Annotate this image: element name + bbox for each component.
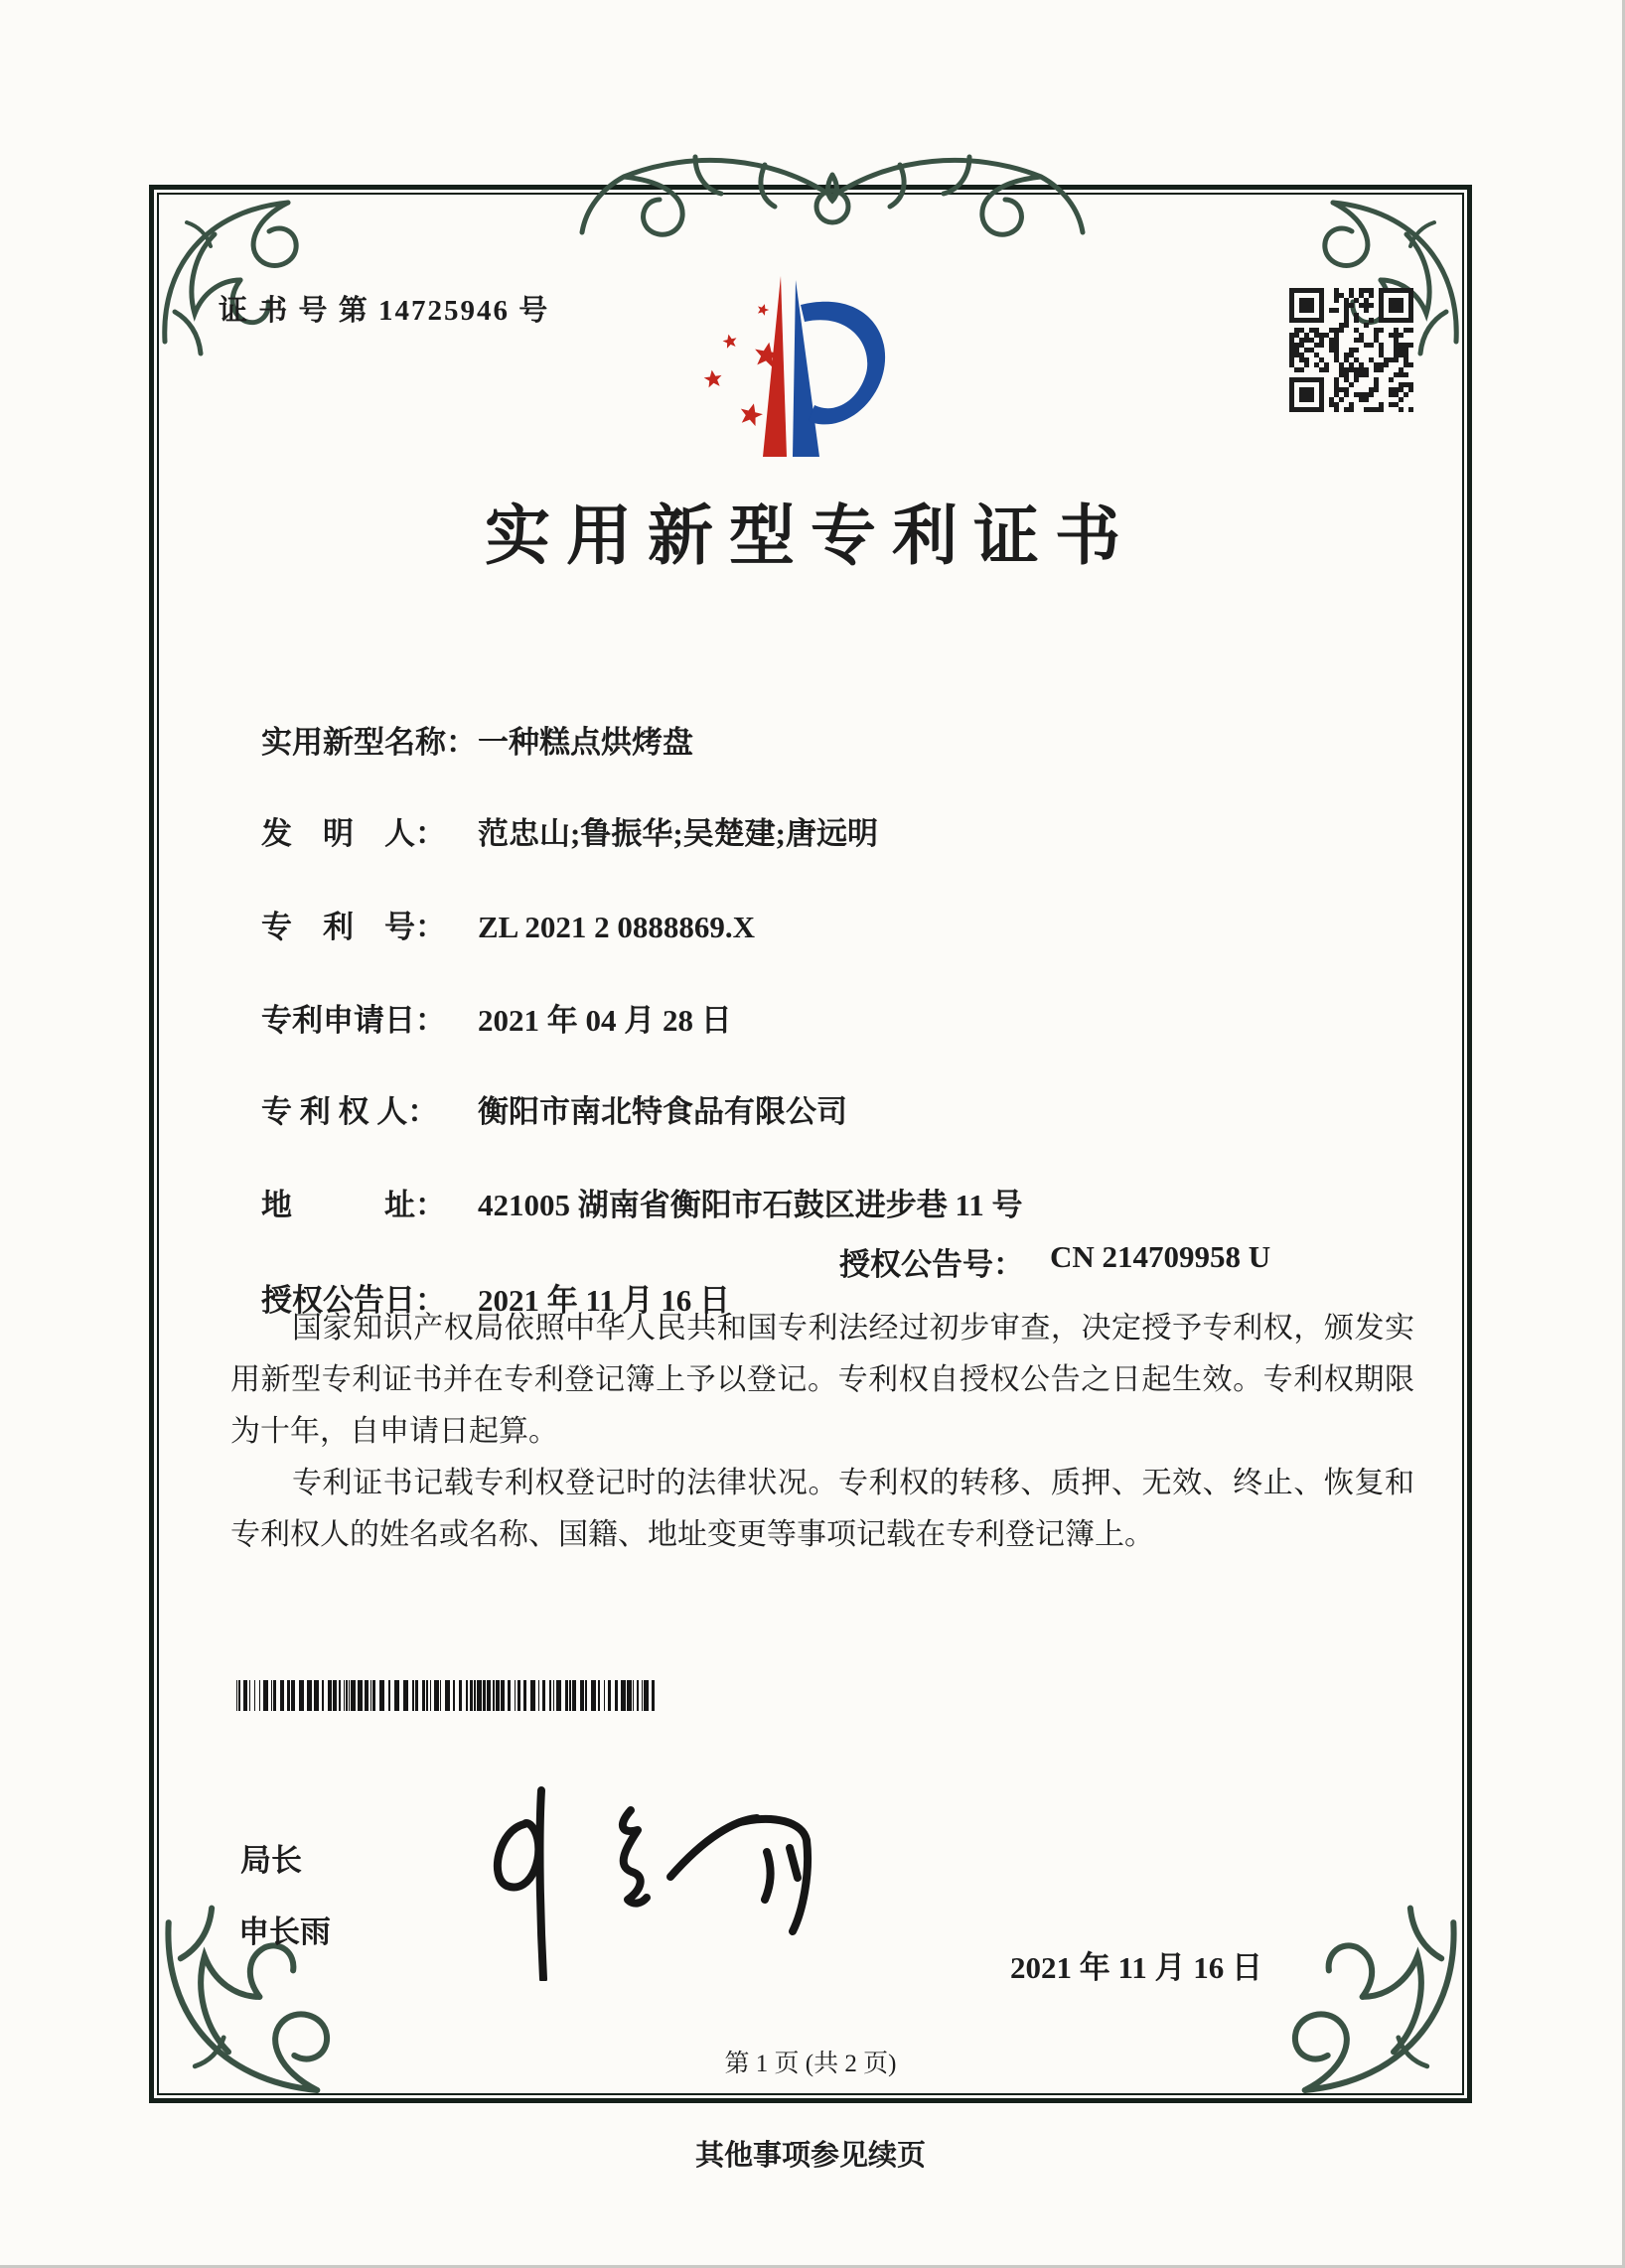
corner-ornament-top-left bbox=[157, 193, 306, 361]
field-value: 衡阳市南北特食品有限公司 bbox=[478, 1094, 847, 1129]
continuation-note: 其他事项参见续页 bbox=[694, 2140, 926, 2172]
grant-number-label: 授权公告号： bbox=[839, 1247, 1024, 1282]
field-value: 2021 年 04 月 28 日 bbox=[478, 1003, 732, 1038]
field-label: 专利申请日： bbox=[261, 1003, 446, 1038]
certificate-number: 证 书 号 第 14725946 号 bbox=[219, 295, 550, 327]
grant-date-label: 授权公告日： bbox=[261, 1283, 446, 1318]
grant-date: 2021 年 11 月 16 日 bbox=[1010, 1950, 1263, 1985]
grant-date-value: 2021 年 11 月 16 日 bbox=[478, 1283, 731, 1318]
signer-role: 局长 bbox=[240, 1843, 302, 1878]
barcode bbox=[236, 1680, 659, 1711]
field-label: 地 址： bbox=[261, 1188, 446, 1222]
field-label: 发 明 人： bbox=[261, 816, 446, 851]
legal-paragraph-2: 专利证书记载专利权登记时的法律状况。专利权的转移、质押、无效、终止、恢复和专利权人的姓名或名称、国籍、地址变更等事项记载在专利登记簿上。 bbox=[230, 1467, 1414, 1551]
field-value: 范忠山;鲁振华;吴楚建;唐远明 bbox=[478, 816, 878, 851]
legal-paragraph-1: 国家知识产权局依照中华人民共和国专利法经过初步审查，决定授予专利权，颁发实用新型专利证书并在专利登记簿上予以登记。专利权自授权公告之日起生效。专利权期限为十年，自申请日起算。 bbox=[230, 1312, 1414, 1448]
qr-code bbox=[1289, 288, 1413, 412]
field-label: 专 利 号： bbox=[261, 910, 446, 944]
field-value: 一种糕点烘烤盘 bbox=[478, 725, 693, 760]
cnipa-patent-logo bbox=[675, 270, 914, 469]
grant-number-value: CN 214709958 U bbox=[1050, 1239, 1271, 1274]
legal-text-block bbox=[230, 1303, 1414, 1561]
signer-name: 申长雨 bbox=[238, 1914, 331, 1949]
top-center-crest-ornament bbox=[544, 135, 1120, 264]
field-value: 421005 湖南省衡阳市石鼓区进步巷 11 号 bbox=[478, 1188, 1023, 1222]
field-label: 专 利 权 人： bbox=[261, 1094, 439, 1129]
director-signature bbox=[447, 1782, 834, 1981]
field-label: 实用新型名称： bbox=[261, 725, 477, 760]
certificate-title: 实用新型专利证书 bbox=[485, 500, 1136, 573]
field-value: ZL 2021 2 0888869.X bbox=[478, 910, 756, 944]
page-number: 第 1 页 (共 2 页) bbox=[724, 2051, 897, 2077]
